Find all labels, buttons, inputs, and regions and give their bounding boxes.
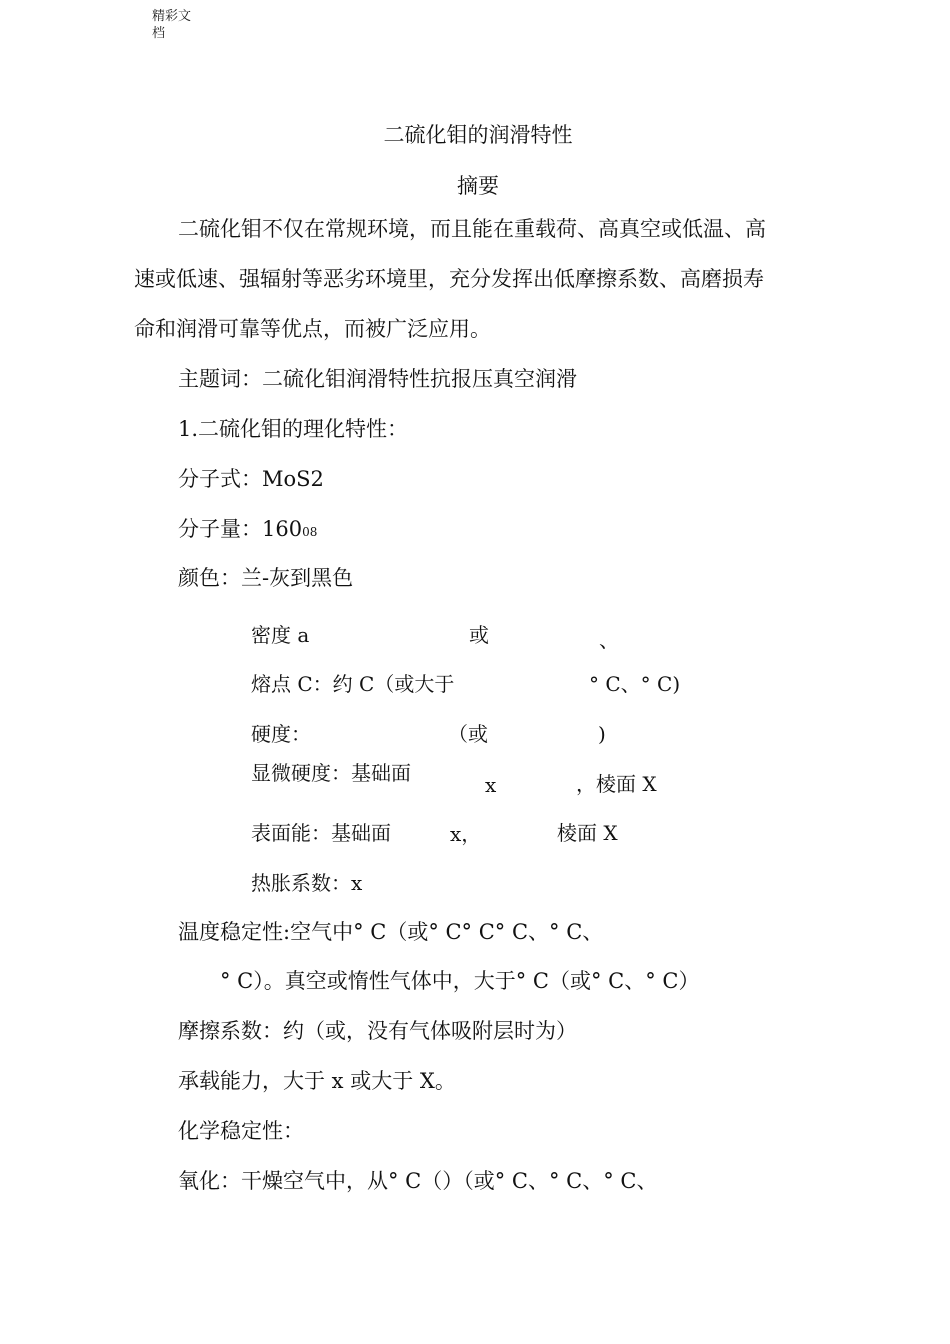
abstract-line-1: 二硫化钼不仅在常规环境，而且能在重载荷、高真空或低温、高	[178, 217, 766, 241]
chemical-stability-heading: 化学稳定性：	[178, 1119, 304, 1143]
section-heading-1: 1.二硫化钼的理化特性：	[178, 417, 409, 441]
density-or: 或	[469, 623, 489, 647]
temperature-stability-line-2: ° C）。真空或惰性气体中，大于° C（或° C、° C）	[220, 969, 700, 993]
hardness-close: )	[598, 722, 606, 746]
load-capacity-line: 承载能力，大于 x 或大于 X。	[178, 1069, 456, 1093]
micro-hardness-edge: ，棱面 X	[576, 772, 657, 796]
header-watermark: 精彩文档	[152, 9, 192, 41]
molecular-weight-line	[178, 519, 317, 540]
hardness-label: 硬度：	[251, 722, 311, 746]
oxidation-line: 氧化：干燥空气中，从° C（）（或° C、° C、° C、	[178, 1169, 658, 1193]
micro-hardness-x: x	[485, 773, 497, 797]
abstract-line-3: 命和润滑可靠等优点，而被广泛应用。	[134, 317, 491, 341]
melting-point-label: 熔点 C：约 C（或大于	[251, 672, 455, 696]
friction-coefficient-line: 摩擦系数：约（或，没有气体吸附层时为）	[178, 1019, 577, 1043]
hardness-open: （或	[448, 722, 488, 746]
formula-line: 分子式：MoS2	[178, 467, 324, 491]
molecular-weight-value: 分子量：160	[178, 517, 303, 541]
thermal-expansion-line: 热胀系数：x	[251, 871, 363, 895]
surface-energy-edge: 棱面 X	[557, 821, 618, 845]
density-label: 密度 a	[251, 623, 310, 647]
melting-point-tail: ° C、° C)	[589, 672, 681, 696]
document-title: 二硫化钼的润滑特性	[383, 123, 573, 147]
keywords-line: 主题词：二硫化钼润滑特性抗报压真空润滑	[178, 367, 577, 391]
color-line: 颜色：兰-灰到黑色	[178, 566, 354, 590]
abstract-heading: 摘要	[457, 174, 499, 198]
molecular-weight-subscript: 08	[302, 525, 318, 539]
micro-hardness-label: 显微硬度：基础面	[251, 761, 411, 785]
surface-energy-label: 表面能：基础面	[251, 821, 391, 845]
surface-energy-x: x，	[450, 822, 482, 846]
abstract-line-2: 速或低速、强辐射等恶劣环境里，充分发挥出低摩擦系数、高磨损寿	[134, 267, 764, 291]
density-separator: 、	[599, 628, 619, 652]
temperature-stability-line-1: 温度稳定性:空气中° C（或° C° C° C、° C、	[178, 920, 604, 944]
